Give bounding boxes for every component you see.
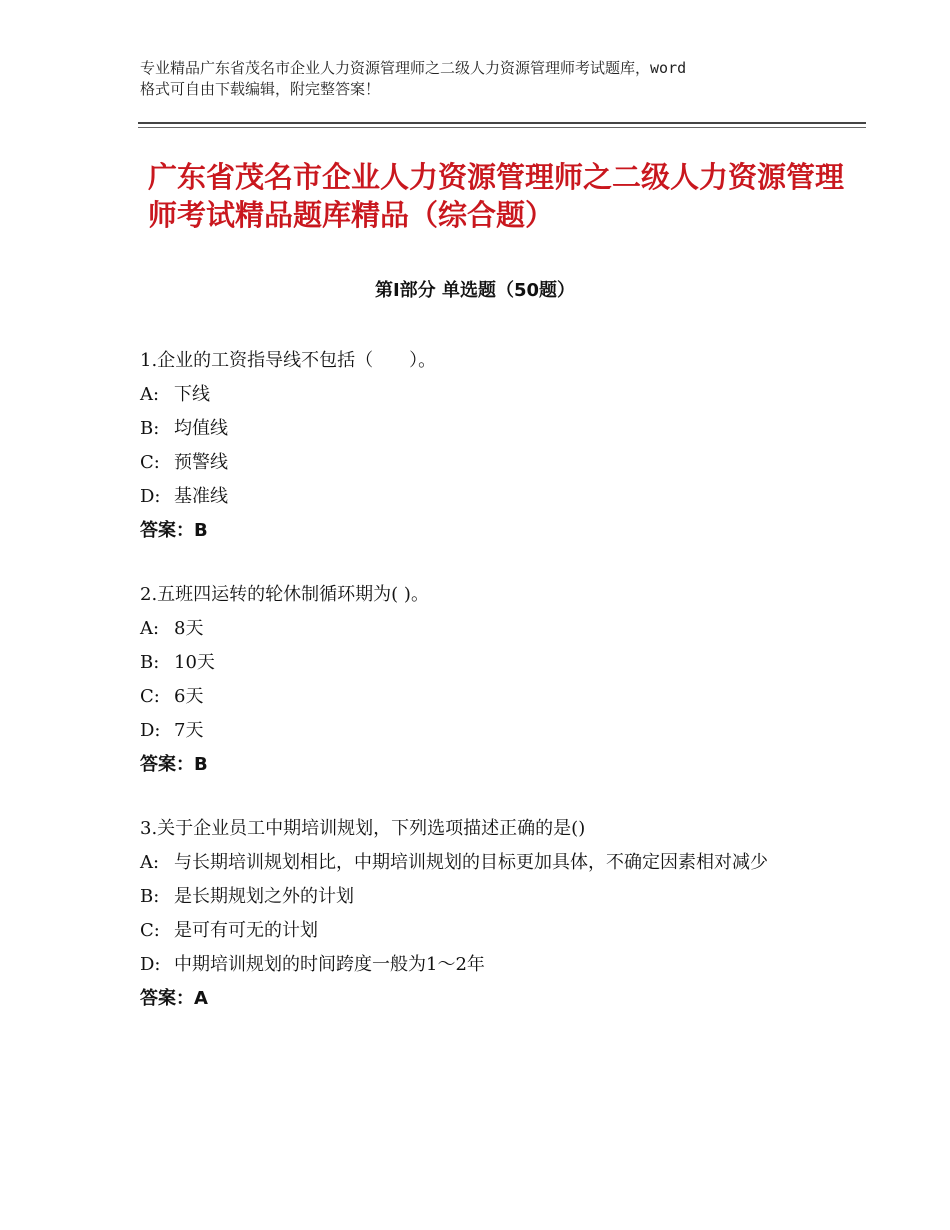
header-divider-thin	[138, 127, 866, 128]
header-divider-thick	[138, 122, 866, 124]
option-d	[140, 948, 820, 982]
option-text: 7天	[174, 720, 204, 741]
option-text: 10天	[174, 652, 215, 673]
option-text: 与长期培训规划相比，中期培训规划的目标更加具体，不确定因素相对减少	[174, 852, 768, 873]
question-1	[140, 344, 820, 548]
question-stem: 3.关于企业员工中期培训规划，下列选项描述正确的是()	[140, 818, 586, 839]
answer-line: 答案：B	[140, 520, 208, 541]
option-c	[140, 446, 820, 480]
option-a	[140, 378, 820, 412]
header-note-line-1: 专业精品广东省茂名市企业人力资源管理师之二级人力资源管理师考试题库，word	[140, 59, 687, 77]
option-letter: C:	[140, 686, 160, 707]
question-list	[140, 344, 820, 1046]
option-letter: D:	[140, 486, 161, 507]
question-2	[140, 578, 820, 782]
option-letter: A:	[140, 384, 160, 405]
option-text: 8天	[174, 618, 204, 639]
header-note	[140, 58, 840, 100]
header-note-line-2: 格式可自由下载编辑，附完整答案！	[140, 80, 381, 98]
question-stem: 1.企业的工资指导线不包括（ ）。	[140, 350, 437, 371]
option-text: 预警线	[174, 452, 228, 473]
option-letter: A:	[140, 618, 160, 639]
document-title: 广东省茂名市企业人力资源管理师之二级人力资源管理师考试精品题库精品（综合题）	[148, 160, 845, 232]
option-letter: C:	[140, 452, 160, 473]
option-text: 是长期规划之外的计划	[174, 886, 354, 907]
option-d	[140, 714, 820, 748]
option-d	[140, 480, 820, 514]
option-letter: C:	[140, 920, 160, 941]
option-letter: D:	[140, 954, 161, 975]
option-letter: B:	[140, 652, 160, 673]
option-text: 6天	[174, 686, 204, 707]
option-letter: A:	[140, 852, 160, 873]
question-3	[140, 812, 820, 1016]
option-b	[140, 412, 820, 446]
option-letter: B:	[140, 418, 160, 439]
option-b	[140, 646, 820, 680]
question-stem: 2.五班四运转的轮休制循环期为( )。	[140, 584, 429, 605]
option-letter: B:	[140, 886, 160, 907]
option-text: 基准线	[174, 486, 228, 507]
option-letter: D:	[140, 720, 161, 741]
option-a	[140, 612, 820, 646]
option-c	[140, 680, 820, 714]
option-text: 均值线	[174, 418, 228, 439]
option-c	[140, 914, 820, 948]
option-a	[140, 846, 820, 880]
section-title: 第Ⅰ部分 单选题（50题）	[374, 280, 575, 301]
option-text: 是可有可无的计划	[174, 920, 318, 941]
option-b	[140, 880, 820, 914]
answer-line: 答案：B	[140, 754, 208, 775]
option-text: 下线	[174, 384, 210, 405]
answer-line: 答案：A	[140, 988, 208, 1009]
option-text: 中期培训规划的时间跨度一般为1～2年	[174, 954, 485, 975]
